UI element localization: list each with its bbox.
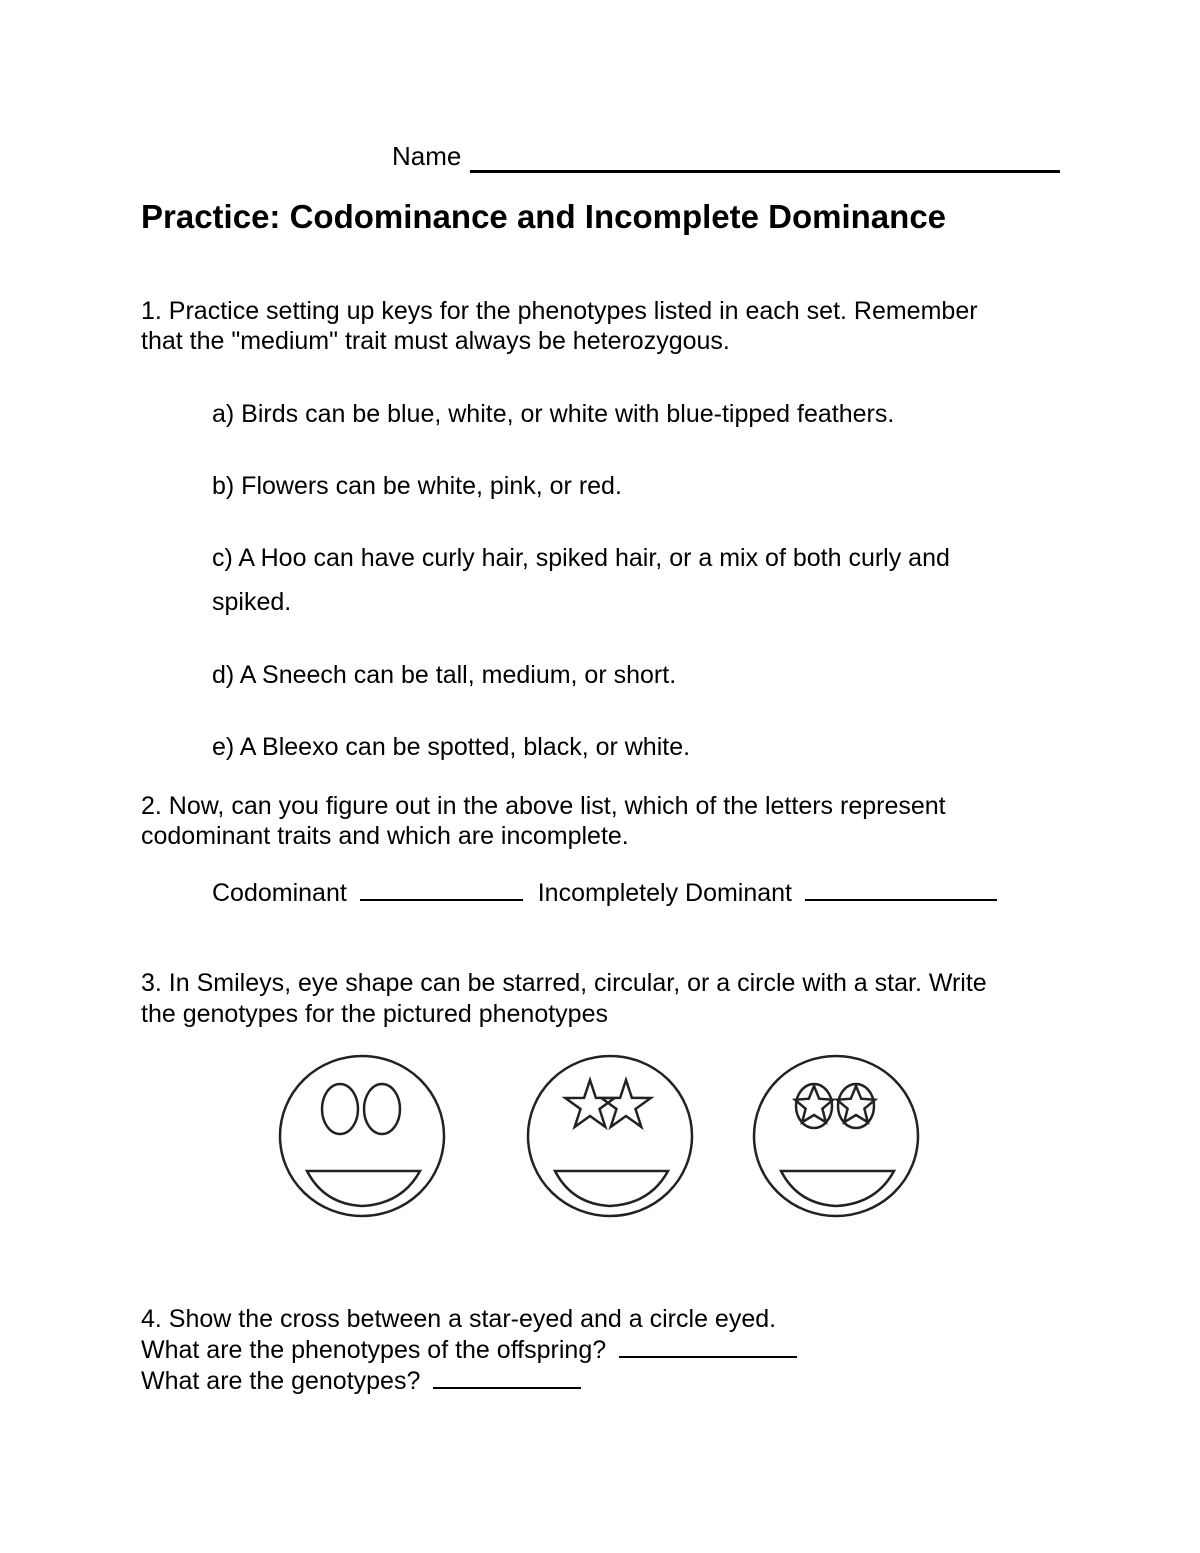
q1-item-e: e) A Bleexo can be spotted, black, or white.: [212, 733, 691, 761]
incomplete-label: Incompletely Dominant: [537, 879, 793, 907]
face-outline: [280, 1056, 444, 1216]
q3-text-line2: the genotypes for the pictured phenotypes: [141, 1000, 608, 1028]
q2-answer-row: [212, 878, 997, 908]
eye-right-circle: [364, 1084, 400, 1134]
q4-genotypes-row: [141, 1366, 581, 1396]
q1-text-line2: that the "medium" trait must always be heterozygous.: [141, 327, 730, 355]
face-outline: [754, 1056, 918, 1216]
q4-text-line1: 4. Show the cross between a star-eyed and a circle eyed.: [141, 1305, 777, 1333]
name-field-line[interactable]: [470, 170, 1060, 173]
q1-item-a: a) Birds can be blue, white, or white with blue-tipped feathers.: [212, 400, 895, 428]
q1-item-c: c) A Hoo can have curly hair, spiked hair, or a mix of both curly and: [212, 544, 950, 572]
smiley-figures: [270, 1050, 940, 1237]
face-outline: [528, 1056, 692, 1216]
q1-item-d: d) A Sneech can be tall, medium, or short.: [212, 661, 677, 689]
q2-text-line2: codominant traits and which are incomplete.: [141, 822, 629, 850]
phenotypes-answer-blank[interactable]: [619, 1336, 797, 1358]
codominant-label: Codominant: [212, 879, 347, 907]
smile-mouth: [555, 1171, 668, 1206]
codominant-answer-blank[interactable]: [360, 879, 523, 901]
smiley-star-eyes: [528, 1056, 692, 1216]
smiley-circle-eyes: [280, 1056, 444, 1216]
incomplete-answer-blank[interactable]: [805, 879, 997, 901]
q4-phenotypes-label: What are the phenotypes of the offspring?: [141, 1336, 607, 1364]
eye-left-circle: [322, 1084, 358, 1134]
name-label: Name: [392, 141, 462, 171]
smile-mouth: [781, 1171, 894, 1206]
q1-text-line1: 1. Practice setting up keys for the phenotypes listed in each set. Remember: [141, 297, 978, 325]
smiley-circle-star-eyes: [754, 1056, 918, 1216]
q4-genotypes-label: What are the genotypes?: [141, 1367, 421, 1395]
q3-text-line1: 3. In Smileys, eye shape can be starred, circular, or a circle with a star. Write: [141, 969, 987, 997]
q1-item-b: b) Flowers can be white, pink, or red.: [212, 472, 622, 500]
page-title: Practice: Codominance and Incomplete Dominance: [141, 198, 947, 235]
eye-right-star: [601, 1080, 650, 1127]
q1-item-c-continued: spiked.: [212, 588, 292, 616]
q4-phenotypes-row: [141, 1335, 797, 1365]
smile-mouth: [307, 1171, 420, 1206]
q2-text-line1: 2. Now, can you figure out in the above list, which of the letters represent: [141, 792, 946, 820]
genotypes-answer-blank[interactable]: [433, 1367, 581, 1389]
